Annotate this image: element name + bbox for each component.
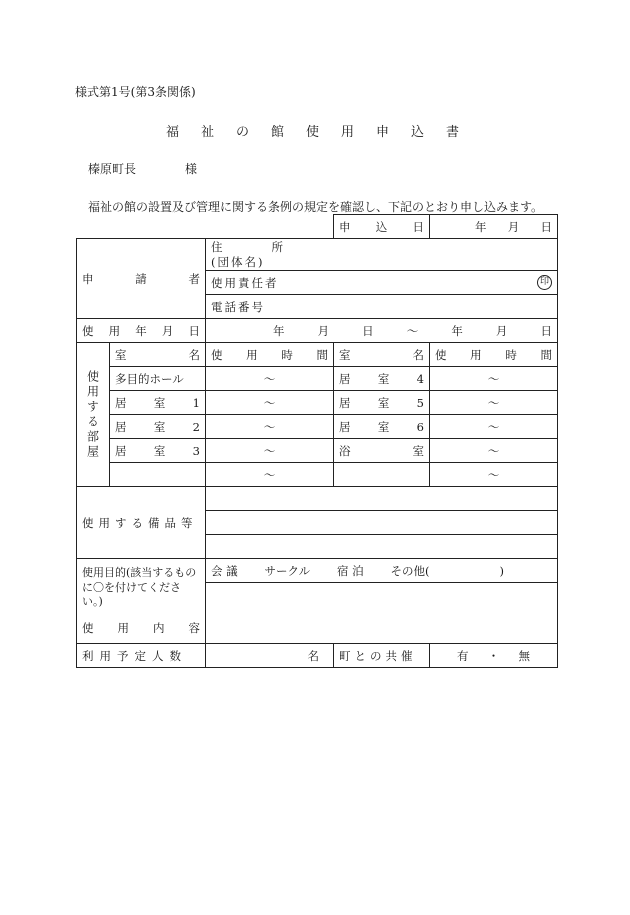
use-time-cell[interactable]: 〜: [430, 391, 558, 415]
cohost-no-option[interactable]: 無: [518, 648, 530, 663]
room-name-header-right: 室 名: [334, 343, 430, 367]
cohost-label: 町との共催: [334, 644, 430, 668]
applicant-label: 申 請 者: [77, 239, 206, 319]
addressee: 榛原町長: [88, 162, 137, 176]
phone-field[interactable]: 電話番号: [206, 295, 558, 319]
group-name-label: (団体名): [211, 254, 265, 269]
equipment-field[interactable]: [206, 487, 558, 511]
use-content-field[interactable]: [206, 583, 558, 644]
use-time-cell[interactable]: 〜: [430, 367, 558, 391]
use-time-cell[interactable]: 〜: [206, 415, 334, 439]
address-field[interactable]: 住 所 (団体名): [206, 239, 558, 271]
application-date-label: 申 込 日: [334, 215, 430, 239]
room-name-cell: 多目的ホール: [110, 367, 206, 391]
use-dates-field[interactable]: 年 月 日 〜 年 月 日: [206, 319, 558, 343]
use-time-cell[interactable]: 〜: [206, 391, 334, 415]
room-name-cell: 居 室 1: [110, 391, 206, 415]
use-dates-label: 使 用 年 月 日: [77, 319, 206, 343]
use-time-header-left: 使 用 時 間: [206, 343, 334, 367]
use-time-cell[interactable]: 〜: [206, 439, 334, 463]
equipment-field[interactable]: [206, 511, 558, 535]
use-time-cell[interactable]: 〜: [430, 415, 558, 439]
room-name-cell: 居 室 2: [110, 415, 206, 439]
attendee-count-label: 利用予定人数: [77, 644, 206, 668]
equipment-field[interactable]: [206, 535, 558, 559]
responsible-person-field[interactable]: 使用責任者 印: [206, 271, 558, 295]
form-number: 様式第1号(第3条関係): [75, 85, 196, 99]
room-name-cell[interactable]: [334, 463, 430, 487]
equipment-label: 使用する備品等: [77, 487, 206, 559]
room-name-cell: 居 室 6: [334, 415, 430, 439]
seal-mark: 印: [537, 275, 552, 290]
intro-text: 福祉の館の設置及び管理に関する条例の規定を確認し、下記のとおり申し込みます。: [88, 200, 544, 214]
room-name-cell[interactable]: [110, 463, 206, 487]
attendee-count-field[interactable]: 名: [206, 644, 334, 668]
rooms-side-label: 使用する部屋: [77, 343, 110, 487]
use-time-header-right: 使 用 時 間: [430, 343, 558, 367]
cohost-yes-option[interactable]: 有: [457, 648, 469, 663]
purpose-label: 使用目的(該当するものに〇を付けてください。) 使 用 内 容: [77, 559, 206, 644]
use-time-cell[interactable]: 〜: [430, 463, 558, 487]
addressee-honorific: 様: [185, 162, 198, 176]
cohost-field[interactable]: 有 ・ 無: [430, 644, 558, 668]
room-name-cell: 居 室 3: [110, 439, 206, 463]
room-name-header-left: 室 名: [110, 343, 206, 367]
page-title: 福祉の館使用申込書: [166, 125, 482, 140]
use-time-cell[interactable]: 〜: [206, 463, 334, 487]
room-name-cell: 居 室 5: [334, 391, 430, 415]
purpose-options[interactable]: 会 議 サークル 宿 泊 その他( ): [206, 559, 558, 583]
room-name-cell: 浴 室: [334, 439, 430, 463]
use-time-cell[interactable]: 〜: [430, 439, 558, 463]
use-time-cell[interactable]: 〜: [206, 367, 334, 391]
application-date-field[interactable]: 年 月 日: [430, 215, 558, 239]
room-name-cell: 居 室 4: [334, 367, 430, 391]
application-form-table: [76, 214, 558, 668]
